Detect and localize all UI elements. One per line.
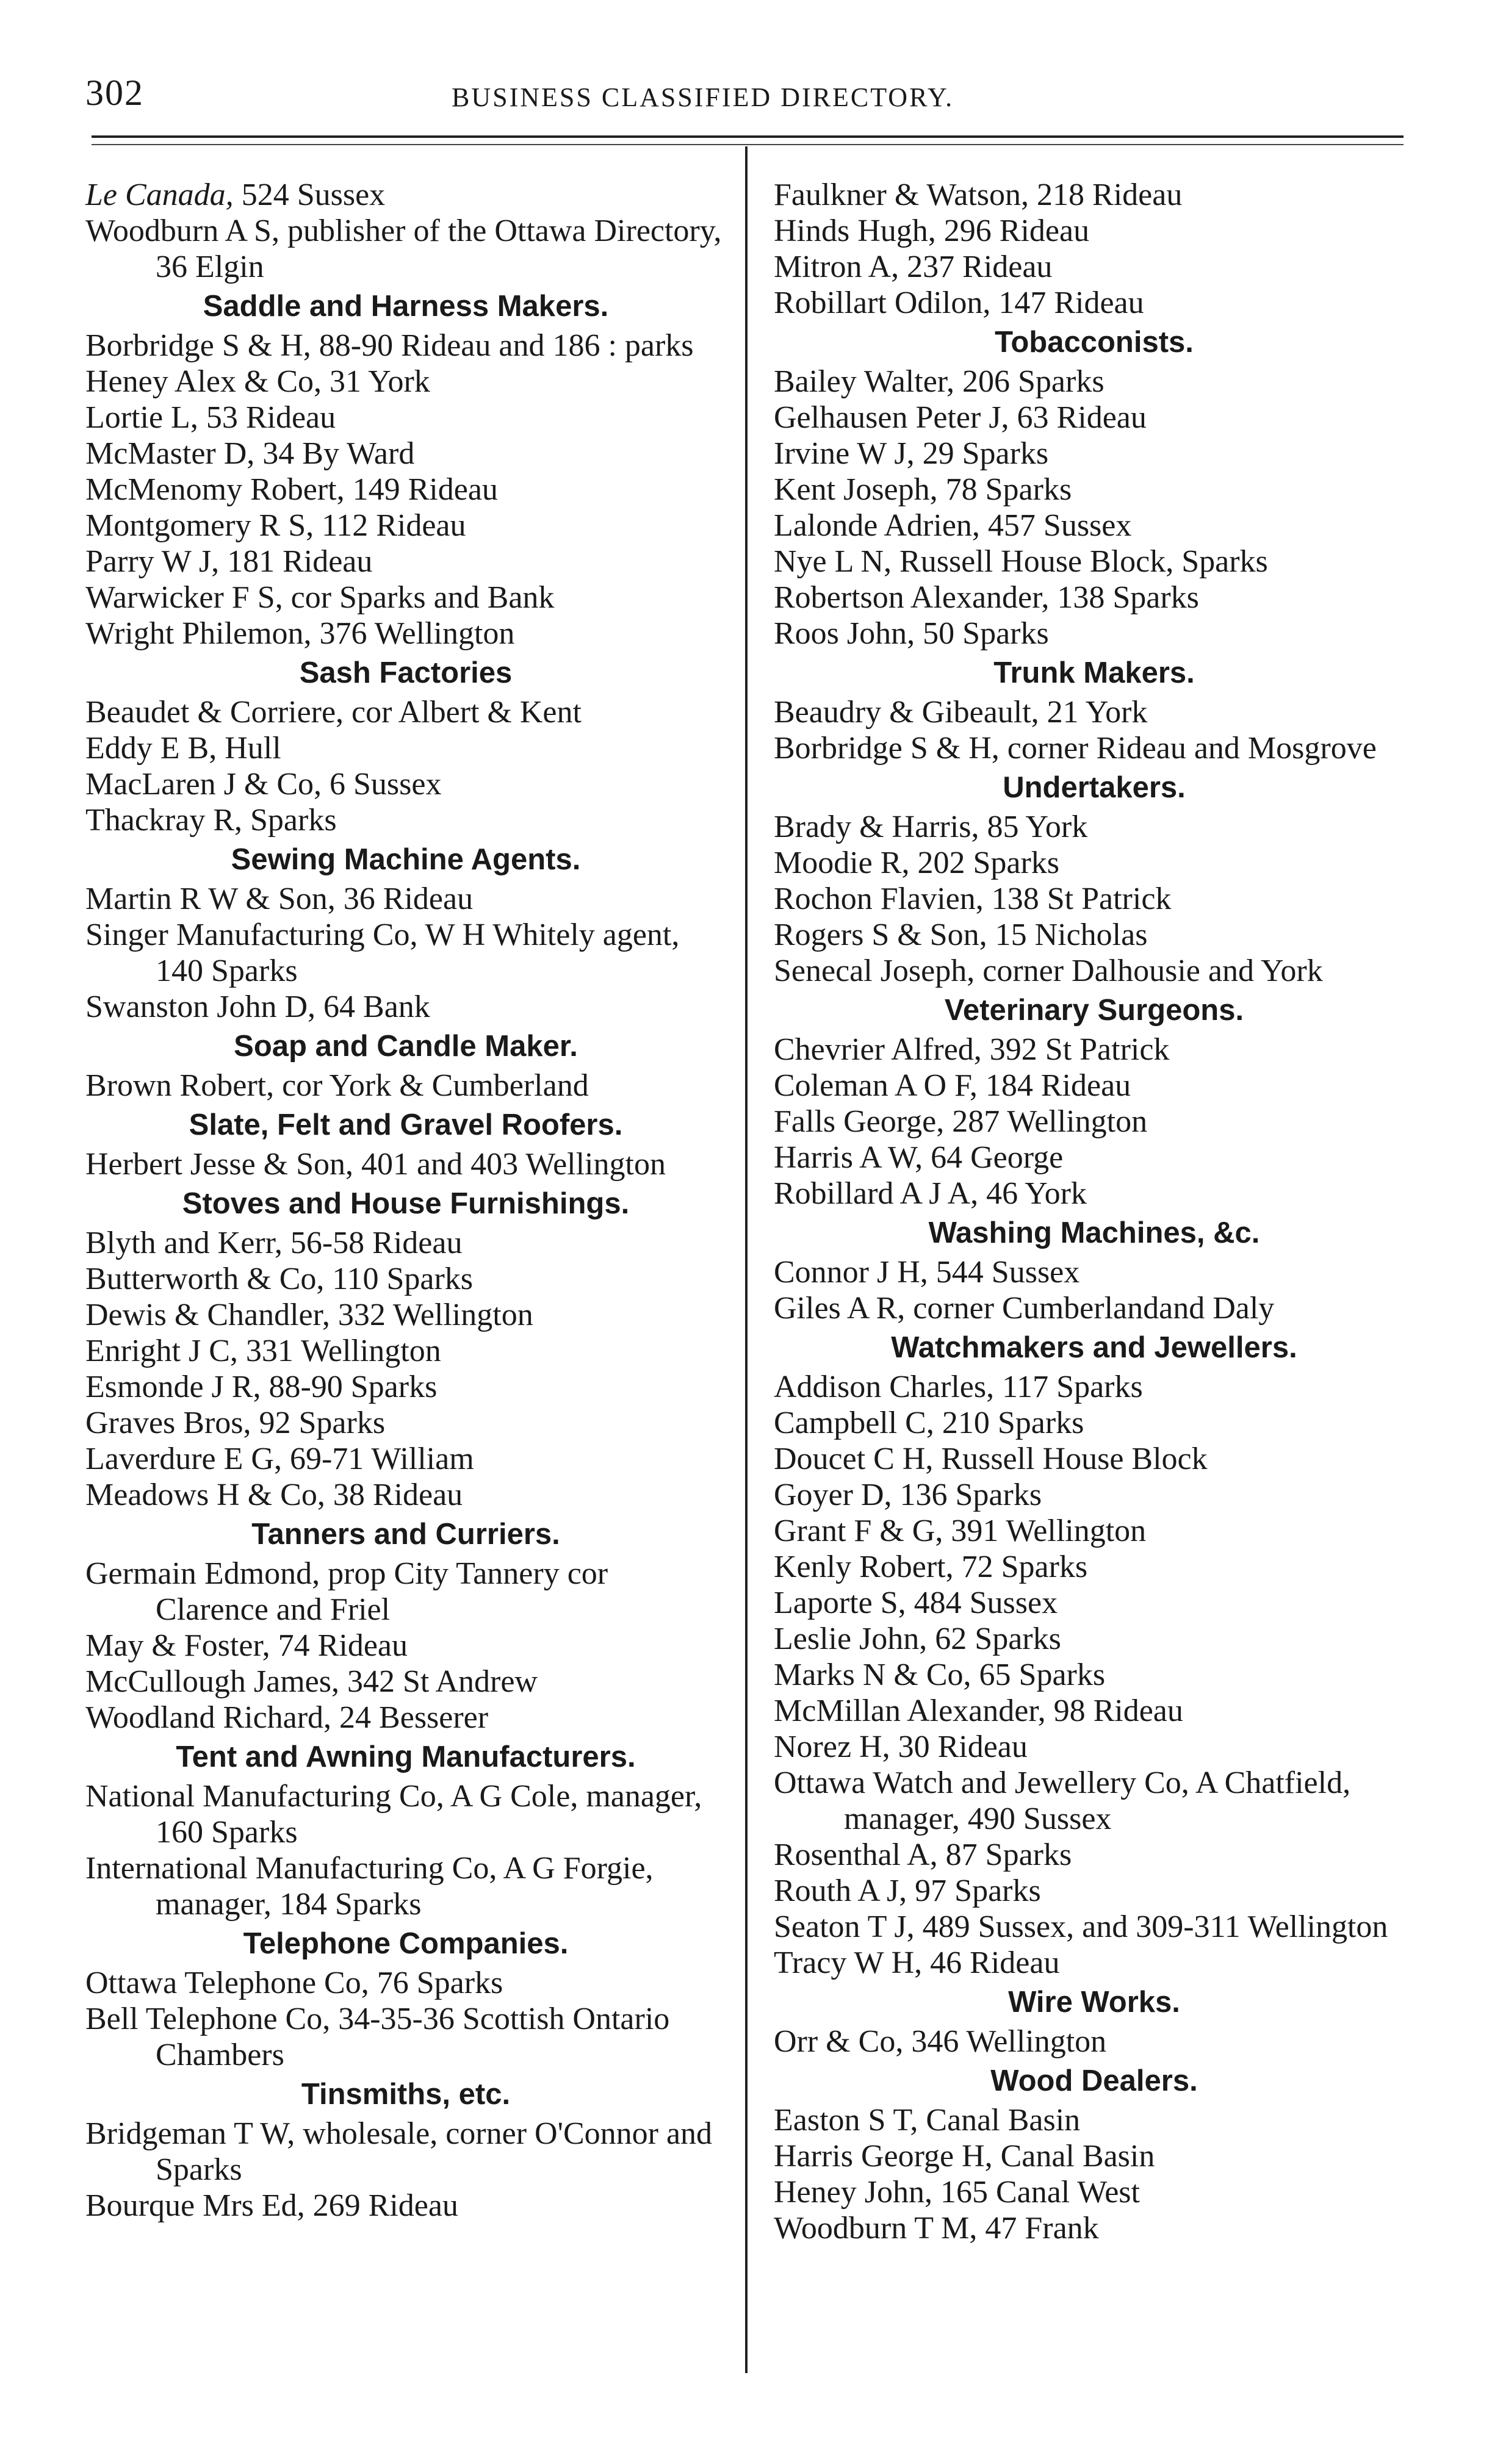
header-rule <box>92 135 1404 138</box>
directory-entry: Montgomery R S, 112 Rideau <box>85 508 466 543</box>
directory-entry: Robillard A J A, 46 York <box>774 1176 1087 1211</box>
directory-entry: Giles A R, corner Cumberlandand Daly <box>774 1291 1275 1326</box>
directory-entry: Borbridge S & H, corner Rideau and Mosgrove <box>774 731 1377 766</box>
directory-entry: McCullough James, 342 St Andrew <box>85 1664 538 1699</box>
section-heading: Wood Dealers. <box>990 2064 1198 2097</box>
section-heading: Slate, Felt and Gravel Roofers. <box>189 1108 623 1141</box>
directory-entry: MacLaren J & Co, 6 Sussex <box>85 767 442 802</box>
entry-address: 524 Sussex <box>233 178 386 212</box>
directory-entry: Routh A J, 97 Sparks <box>774 1873 1041 1908</box>
directory-entry: Lalonde Adrien, 457 Sussex <box>774 508 1132 543</box>
section-heading: Undertakers. <box>1003 771 1186 804</box>
directory-entry: Butterworth & Co, 110 Sparks <box>85 1262 474 1296</box>
directory-entry: Bridgeman T W, wholesale, corner O'Connor and Sparks <box>85 2116 713 2187</box>
directory-entry: Senecal Joseph, corner Dalhousie and York <box>774 954 1323 988</box>
section-heading: Tent and Awning Manufacturers. <box>176 1740 636 1773</box>
section-heading: Tinsmiths, etc. <box>301 2078 511 2111</box>
directory-entry: Brown Robert, cor York & Cumberland <box>85 1068 589 1103</box>
directory-entry: Borbridge S & H, 88-90 Rideau and 186 : parks <box>85 328 694 363</box>
directory-entry: Heney John, 165 Canal West <box>774 2175 1140 2210</box>
directory-entry: Rochon Flavien, 138 St Patrick <box>774 882 1172 916</box>
section-heading: Sash Factories <box>299 656 513 689</box>
directory-entry: Easton S T, Canal Basin <box>774 2103 1081 2138</box>
left-column <box>85 177 726 2224</box>
column-divider <box>745 146 748 2373</box>
directory-entry: Harris A W, 64 George <box>774 1140 1064 1175</box>
directory-entry: Enright J C, 331 Wellington <box>85 1334 441 1368</box>
section-heading: Tobacconists. <box>995 326 1194 359</box>
directory-entry: Gelhausen Peter J, 63 Rideau <box>774 400 1147 435</box>
section-heading: Stoves and House Furnishings. <box>182 1187 630 1220</box>
directory-entry: Campbell C, 210 Sparks <box>774 1406 1084 1440</box>
directory-entry: Addison Charles, 117 Sparks <box>774 1370 1143 1404</box>
directory-entry: Robillart Odilon, 147 Rideau <box>774 286 1144 320</box>
directory-entry: Woodburn A S, publisher of the Ottawa Directory, 36 Elgin <box>85 214 722 284</box>
directory-entry: Irvine W J, 29 Sparks <box>774 436 1049 471</box>
page-number: 302 <box>85 73 144 113</box>
directory-entry: Robertson Alexander, 138 Sparks <box>774 580 1199 615</box>
header-rule-thin <box>92 144 1404 145</box>
section-heading: Tanners and Curriers. <box>251 1518 560 1551</box>
directory-entry: Swanston John D, 64 Bank <box>85 990 430 1024</box>
directory-entry: Mitron A, 237 Rideau <box>774 250 1053 284</box>
directory-entry: Coleman A O F, 184 Rideau <box>774 1068 1131 1103</box>
directory-entry: McMillan Alexander, 98 Rideau <box>774 1694 1183 1728</box>
directory-entry: Parry W J, 181 Rideau <box>85 544 373 579</box>
section-heading: Trunk Makers. <box>993 656 1195 689</box>
directory-entry: Laporte S, 484 Sussex <box>774 1586 1058 1620</box>
directory-entry: Kent Joseph, 78 Sparks <box>774 472 1072 507</box>
directory-entry: McMaster D, 34 By Ward <box>85 436 415 471</box>
directory-entry: Harris George H, Canal Basin <box>774 2139 1155 2174</box>
directory-entry: Dewis & Chandler, 332 Wellington <box>85 1298 533 1332</box>
directory-entry: Laverdure E G, 69-71 William <box>85 1442 474 1476</box>
section-heading: Veterinary Surgeons. <box>944 994 1244 1027</box>
directory-entry: Grant F & G, 391 Wellington <box>774 1514 1147 1548</box>
directory-entry: Chevrier Alfred, 392 St Patrick <box>774 1032 1170 1067</box>
directory-entry: Singer Manufacturing Co, W H Whitely agent, 140 Sparks <box>85 918 680 988</box>
section-heading: Soap and Candle Maker. <box>234 1030 578 1063</box>
directory-entry: Lortie L, 53 Rideau <box>85 400 336 435</box>
section-heading: Sewing Machine Agents. <box>231 843 581 876</box>
directory-entry: Moodie R, 202 Sparks <box>774 846 1059 880</box>
directory-entry: McMenomy Robert, 149 Rideau <box>85 472 498 507</box>
directory-entry: Bailey Walter, 206 Sparks <box>774 364 1105 399</box>
directory-entry: Bourque Mrs Ed, 269 Rideau <box>85 2188 458 2223</box>
directory-entry: Nye L N, Russell House Block, Sparks <box>774 544 1268 579</box>
directory-entry: Martin R W & Son, 36 Rideau <box>85 882 474 916</box>
directory-entry: Faulkner & Watson, 218 Rideau <box>774 178 1183 212</box>
directory-entry: Seaton T J, 489 Sussex, and 309-311 Wellington <box>774 1909 1388 1944</box>
directory-entry: International Manufacturing Co, A G Forgie, manager, 184 Sparks <box>85 1851 654 1922</box>
directory-entry: Beaudry & Gibeault, 21 York <box>774 695 1148 730</box>
directory-entry: Heney Alex & Co, 31 York <box>85 364 430 399</box>
directory-entry: Meadows H & Co, 38 Rideau <box>85 1478 463 1512</box>
directory-entry: Blyth and Kerr, 56-58 Rideau <box>85 1226 463 1260</box>
directory-entry: Germain Edmond, prop City Tannery cor Clarence and Friel <box>85 1556 608 1627</box>
section-heading: Telephone Companies. <box>243 1927 569 1960</box>
directory-entry: Norez H, 30 Rideau <box>774 1729 1028 1764</box>
directory-entry: Wright Philemon, 376 Wellington <box>85 616 515 651</box>
directory-entry: Warwicker F S, cor Sparks and Bank <box>85 580 555 615</box>
page-header <box>85 72 1407 121</box>
directory-entry: Orr & Co, 346 Wellington <box>774 2024 1107 2059</box>
directory-entry: Eddy E B, Hull <box>85 731 281 766</box>
directory-entry: Connor J H, 544 Sussex <box>774 1255 1080 1290</box>
directory-entry: National Manufacturing Co, A G Cole, manager, 160 Sparks <box>85 1779 702 1850</box>
directory-entry: May & Foster, 74 Rideau <box>85 1628 408 1663</box>
directory-entry: Thackray R, Sparks <box>85 803 337 838</box>
directory-entry: Bell Telephone Co, 34-35-36 Scottish Ontario Chambers <box>85 2002 670 2072</box>
entry-name-italic: Le Canada, <box>85 178 234 212</box>
directory-entry <box>85 177 726 213</box>
directory-entry: Tracy W H, 46 Rideau <box>774 1945 1060 1980</box>
directory-entry: Goyer D, 136 Sparks <box>774 1478 1042 1512</box>
directory-entry: Ottawa Watch and Jewellery Co, A Chatfield, manager, 490 Sussex <box>774 1765 1351 1836</box>
section-heading: Watchmakers and Jewellers. <box>891 1331 1297 1364</box>
directory-entry: Esmonde J R, 88-90 Sparks <box>85 1370 438 1404</box>
directory-entry: Marks N & Co, 65 Sparks <box>774 1658 1106 1692</box>
directory-entry: Woodland Richard, 24 Besserer <box>85 1700 489 1735</box>
section-heading: Washing Machines, &c. <box>928 1216 1260 1249</box>
directory-entry: Roos John, 50 Sparks <box>774 616 1049 651</box>
running-title: BUSINESS CLASSIFIED DIRECTORY. <box>452 82 954 112</box>
directory-entry: Herbert Jesse & Son, 401 and 403 Wellington <box>85 1147 666 1182</box>
directory-entry: Doucet C H, Russell House Block <box>774 1442 1208 1476</box>
directory-entry: Ottawa Telephone Co, 76 Sparks <box>85 1966 503 2000</box>
directory-entry: Woodburn T M, 47 Frank <box>774 2211 1099 2246</box>
directory-entry: Beaudet & Corriere, cor Albert & Kent <box>85 695 582 730</box>
directory-entry: Falls George, 287 Wellington <box>774 1104 1148 1139</box>
directory-entry: Brady & Harris, 85 York <box>774 810 1088 844</box>
directory-entry: Leslie John, 62 Sparks <box>774 1622 1061 1656</box>
directory-entry: Rosenthal A, 87 Sparks <box>774 1837 1072 1872</box>
directory-entry: Hinds Hugh, 296 Rideau <box>774 214 1090 248</box>
section-heading: Saddle and Harness Makers. <box>203 290 609 323</box>
directory-entry: Graves Bros, 92 Sparks <box>85 1406 386 1440</box>
directory-entry: Kenly Robert, 72 Sparks <box>774 1550 1088 1584</box>
right-column <box>774 177 1415 2246</box>
directory-entry: Rogers S & Son, 15 Nicholas <box>774 918 1148 952</box>
section-heading: Wire Works. <box>1008 1986 1180 2019</box>
